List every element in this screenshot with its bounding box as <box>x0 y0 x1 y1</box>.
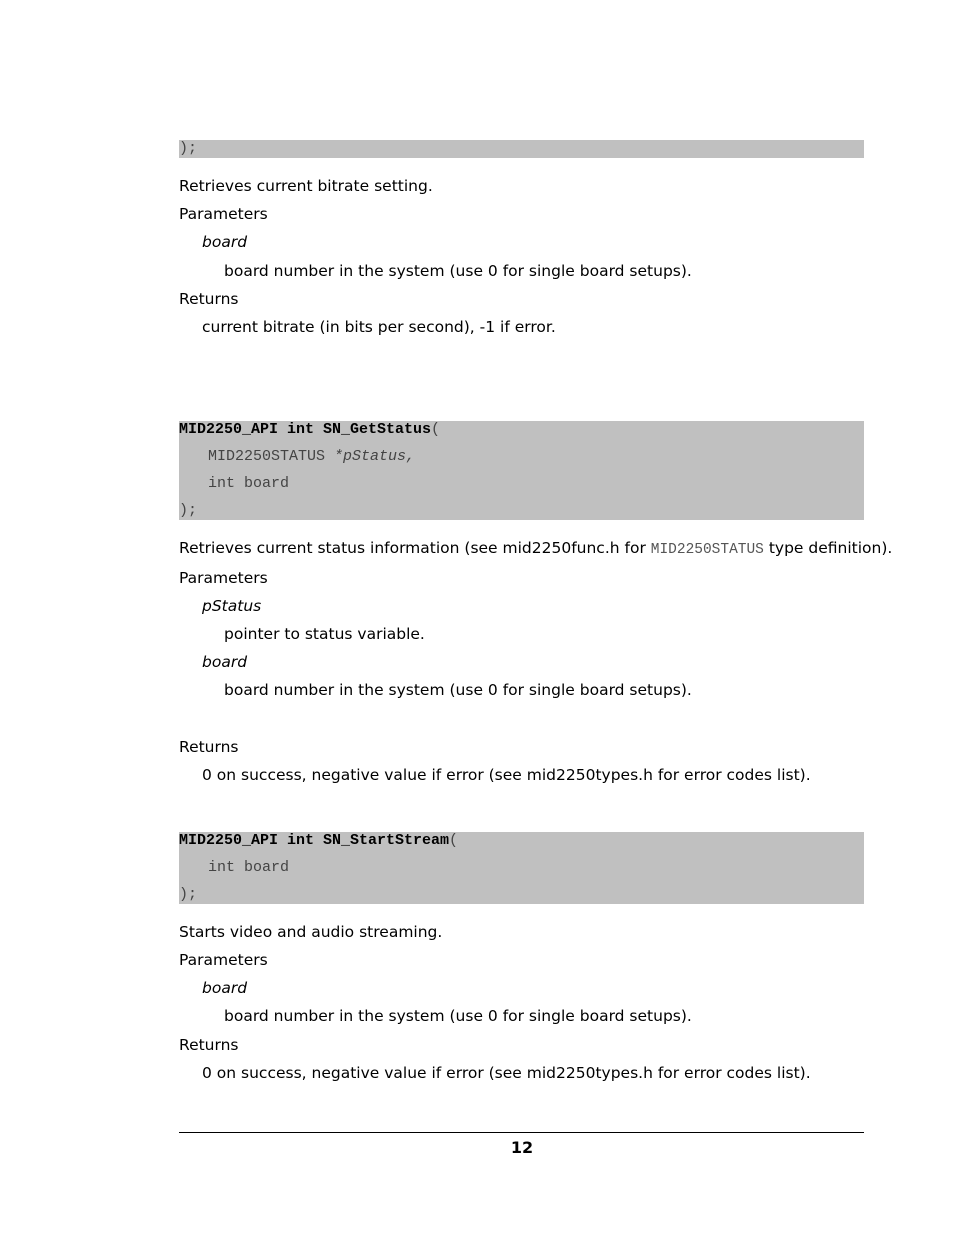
code-arg-board: int board <box>208 475 290 492</box>
getstatus-params-heading: Parameters <box>179 569 268 587</box>
code-block-getstatus <box>179 421 864 520</box>
bitrate-params-heading: Parameters <box>179 205 268 223</box>
getstatus-description <box>179 538 892 560</box>
function-signature <box>179 421 440 439</box>
bitrate-param-board-name: board <box>202 233 248 251</box>
getstatus-param-pstatus-name: pStatus <box>202 597 262 615</box>
code-close-paren: ); <box>179 886 198 903</box>
getstatus-param-board-name: board <box>202 653 248 671</box>
code-arg-board: int board <box>208 859 290 876</box>
signature-open-paren: ( <box>431 421 441 438</box>
getstatus-param-pstatus-desc: pointer to status variable. <box>224 625 425 643</box>
bitrate-returns-desc: current bitrate (in bits per second), -1 if error. <box>202 318 556 336</box>
arg-type: MID2250STATUS <box>208 448 326 465</box>
signature-name: MID2250_API int SN_GetStatus <box>179 421 432 438</box>
bitrate-description: Retrieves current bitrate setting. <box>179 177 433 195</box>
desc-text-after: type definition). <box>763 539 893 557</box>
arg-name: *pStatus, <box>334 448 416 465</box>
bitrate-param-board-desc: board number in the system (use 0 for single board setups). <box>224 262 692 280</box>
page-number: 12 <box>510 1138 534 1157</box>
desc-inline-code: MID2250STATUS <box>650 542 764 558</box>
code-close-paren: ); <box>179 140 198 157</box>
footer-divider <box>179 1132 864 1133</box>
signature-name: MID2250_API int SN_StartStream <box>179 832 450 849</box>
code-block-bitrate-tail <box>179 140 864 158</box>
getstatus-returns-desc: 0 on success, negative value if error (see mid2250types.h for error codes list). <box>202 766 811 784</box>
getstatus-param-board-desc: board number in the system (use 0 for single board setups). <box>224 681 692 699</box>
startstream-returns-desc: 0 on success, negative value if error (see mid2250types.h for error codes list). <box>202 1064 811 1082</box>
startstream-param-board-name: board <box>202 979 248 997</box>
function-signature <box>179 832 458 850</box>
startstream-param-board-desc: board number in the system (use 0 for single board setups). <box>224 1007 692 1025</box>
desc-text-before: Retrieves current status information (see mid2250func.h for <box>179 539 651 557</box>
startstream-returns-heading: Returns <box>179 1036 239 1054</box>
getstatus-returns-heading: Returns <box>179 738 239 756</box>
code-block-startstream <box>179 832 864 904</box>
startstream-params-heading: Parameters <box>179 951 268 969</box>
startstream-description: Starts video and audio streaming. <box>179 923 443 941</box>
code-arg-pstatus <box>208 448 415 466</box>
bitrate-returns-heading: Returns <box>179 290 239 308</box>
signature-open-paren: ( <box>449 832 459 849</box>
code-close-paren: ); <box>179 502 198 519</box>
